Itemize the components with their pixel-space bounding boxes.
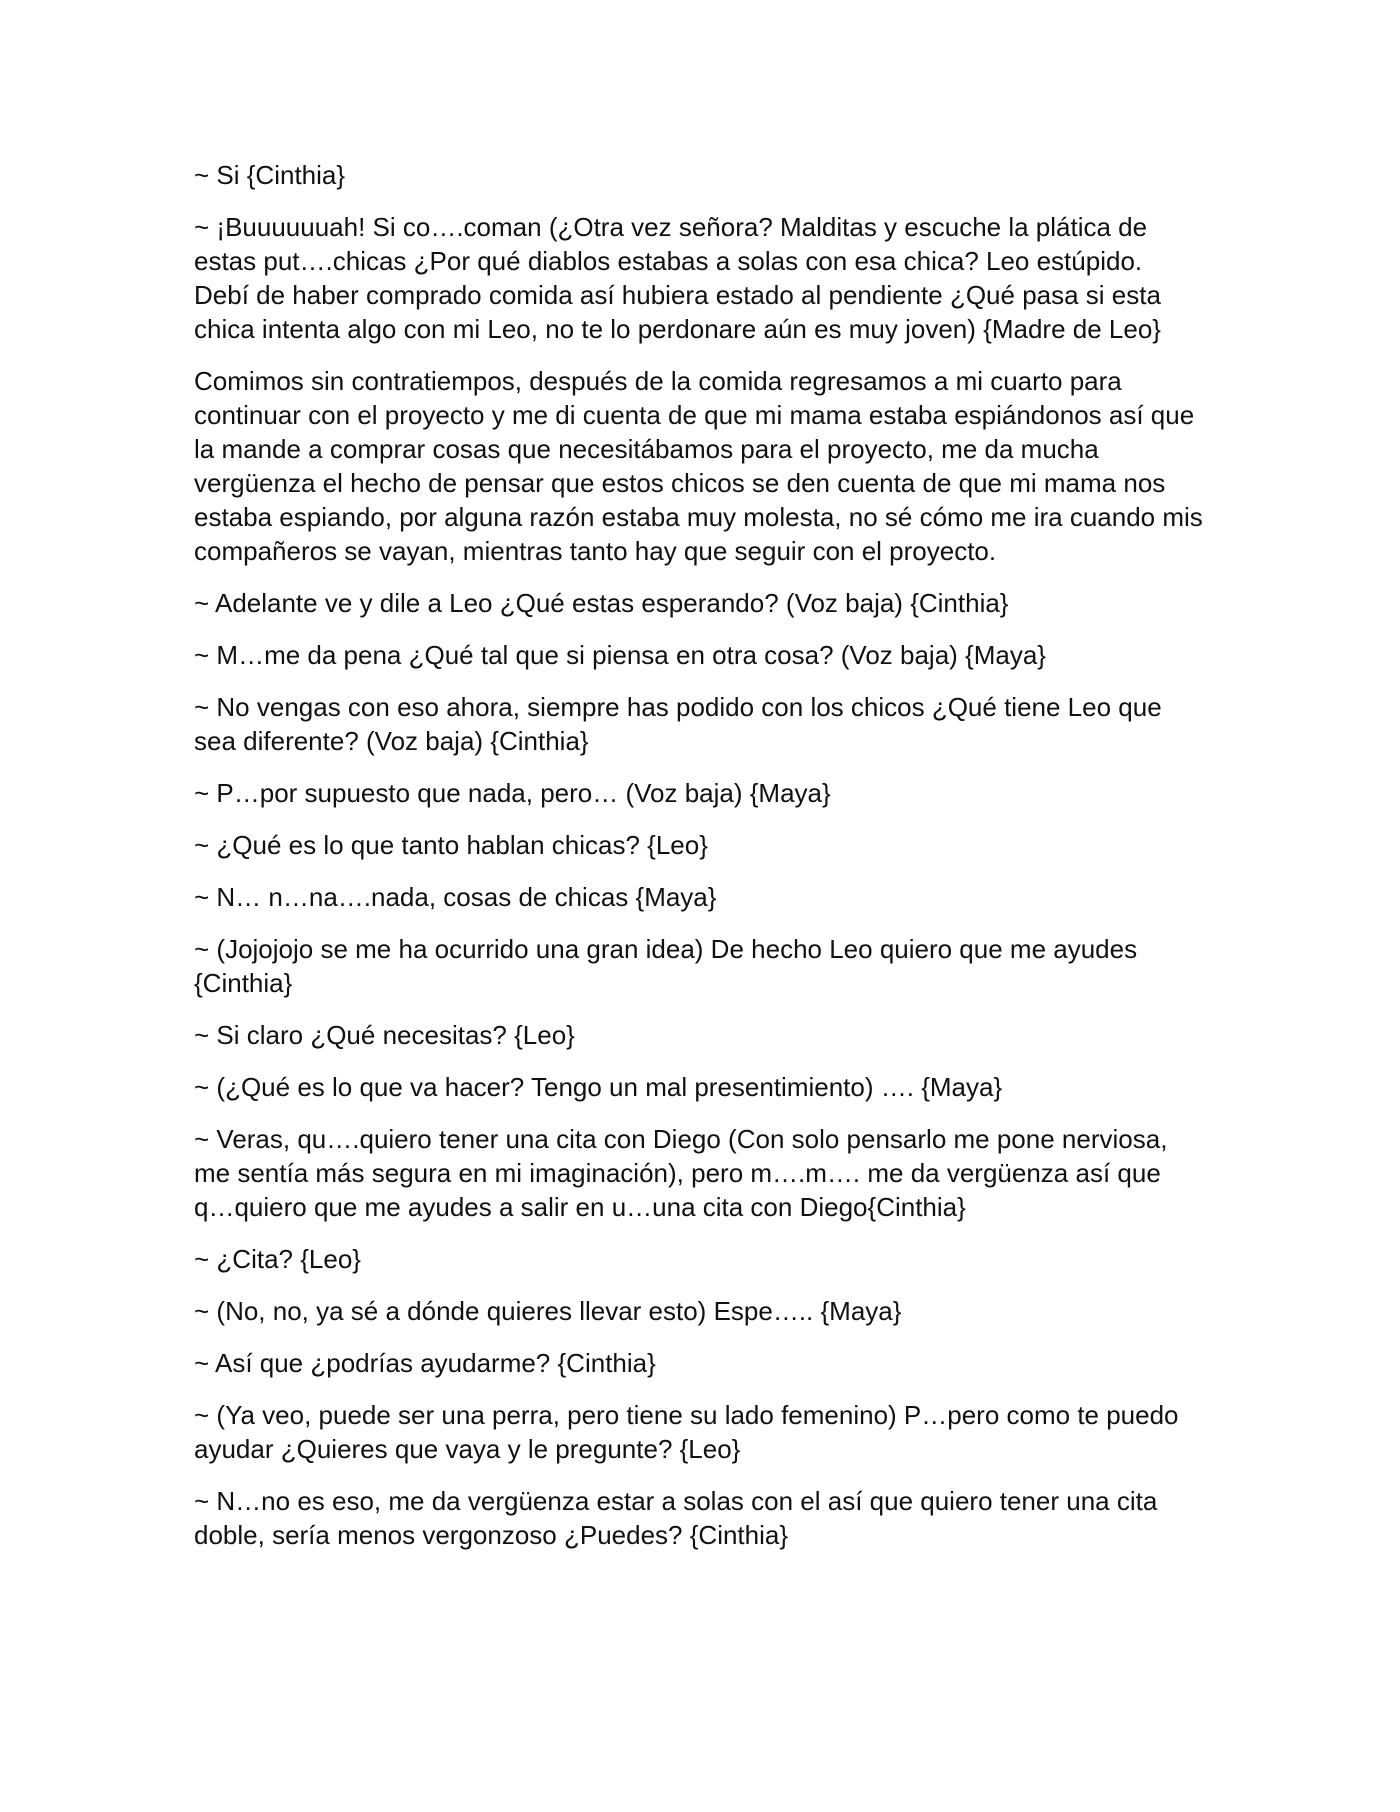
paragraph: ~ ¡Buuuuuuah! Si co….coman (¿Otra vez señora? Malditas y escuche la plática de estas put….chicas ¿Por qué diablos estabas a solas con esa chica? Leo estúpido. Debí de haber comprado comida así hubiera estado al pendiente ¿Qué pasa si esta chica intenta algo con mi Leo, no te lo perdonare aún es muy joven) {Madre de Leo} — [194, 212, 1161, 344]
document-body — [194, 158, 1204, 1570]
paragraph: ~ No vengas con eso ahora, siempre has podido con los chicos ¿Qué tiene Leo que sea diferente? (Voz baja) {Cinthia} — [194, 692, 1162, 756]
paragraph: ~ (No, no, ya sé a dónde quieres llevar esto) Espe….. {Maya} — [194, 1296, 902, 1326]
paragraph: ~ M…me da pena ¿Qué tal que si piensa en otra cosa? (Voz baja) {Maya} — [194, 640, 1046, 670]
paragraph: ~ ¿Qué es lo que tanto hablan chicas? {Leo} — [194, 830, 708, 860]
paragraph: ~ (Jojojojo se me ha ocurrido una gran idea) De hecho Leo quiero que me ayudes {Cinthia} — [194, 934, 1138, 998]
paragraph: ~ Si {Cinthia} — [194, 160, 346, 190]
paragraph: ~ P…por supuesto que nada, pero… (Voz baja) {Maya} — [194, 778, 831, 808]
paragraph: ~ Si claro ¿Qué necesitas? {Leo} — [194, 1020, 575, 1050]
paragraph: ~ Adelante ve y dile a Leo ¿Qué estas esperando? (Voz baja) {Cinthia} — [194, 588, 1009, 618]
paragraph: ~ N… n…na….nada, cosas de chicas {Maya} — [194, 882, 717, 912]
paragraph: ~ N…no es eso, me da vergüenza estar a solas con el así que quiero tener una cita doble, sería menos vergonzoso ¿Puedes? {Cinthia} — [194, 1486, 1158, 1550]
paragraph: ~ Veras, qu….quiero tener una cita con Diego (Con solo pensarlo me pone nerviosa, me sentía más segura en mi imaginación), pero m….m…. me da vergüenza así que q…quiero que me ayudes a salir en u…una cita con Diego{Cinthia} — [194, 1124, 1168, 1222]
paragraph: ~ (¿Qué es lo que va hacer? Tengo un mal presentimiento) …. {Maya} — [194, 1072, 1003, 1102]
paragraph: Comimos sin contratiempos, después de la comida regresamos a mi cuarto para continuar con el proyecto y me di cuenta de que mi mama estaba espiándonos así que la mande a comprar cosas que necesitábamos para el proyecto, me da mucha vergüenza el hecho de pensar que estos chicos se den cuenta de que mi mama nos estaba espiando, por alguna razón estaba muy molesta, no sé cómo me ira cuando mis compañeros se vayan, mientras tanto hay que seguir con el proyecto. — [194, 366, 1203, 566]
paragraph: ~ ¿Cita? {Leo} — [194, 1244, 361, 1274]
paragraph: ~ Así que ¿podrías ayudarme? {Cinthia} — [194, 1348, 656, 1378]
paragraph: ~ (Ya veo, puede ser una perra, pero tiene su lado femenino) P…pero como te puedo ayudar ¿Quieres que vaya y le pregunte? {Leo} — [194, 1400, 1179, 1464]
